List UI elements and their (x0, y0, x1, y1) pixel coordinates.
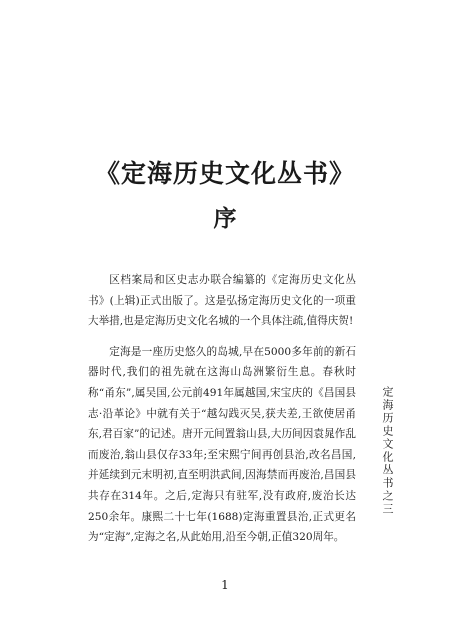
preface-title: 序 (213, 205, 237, 232)
side-caption: 定海历史文化丛书之三 (381, 386, 394, 516)
preface-body (88, 270, 356, 548)
book-title: 《定海历史文化丛书》 (94, 159, 355, 188)
paragraph: 区档案局和区史志办联合编纂的《定海历史文化丛书》(上辑)正式出版了。这是弘扬定海历史文化的一项重大举措,也是定海历史文化名城的一个具体注疏,值得庆贺! (88, 274, 356, 328)
paragraph: 定海是一座历史悠久的岛城,早在5000多年前的新石器时代,我们的祖先就在这海山岛洲繁衍生息。春秋时称“甬东”,属吴国,公元前491年属越国,宋宝庆的《昌国县志·沿革论》中就有关于“越勾践灭吴,获夫差,王欲使居甬东,君百家”的记述。唐开元间置翁山县,大历间因袁晁作乱而废治,翁山县仅存33年;至宋熙宁间再创县治,改名昌国,并延续到元末明初,直至明洪武间,因海禁而再废治,昌国县共存在314年。之后,定海只有驻军,没有政府,废治长达250余年。康熙二十七年(1688)定海重置县治,正式更名为“定海”,定海之名,从此始用,沿至今朝,正值320周年。 (88, 345, 356, 544)
page-number: 1 (221, 578, 229, 592)
